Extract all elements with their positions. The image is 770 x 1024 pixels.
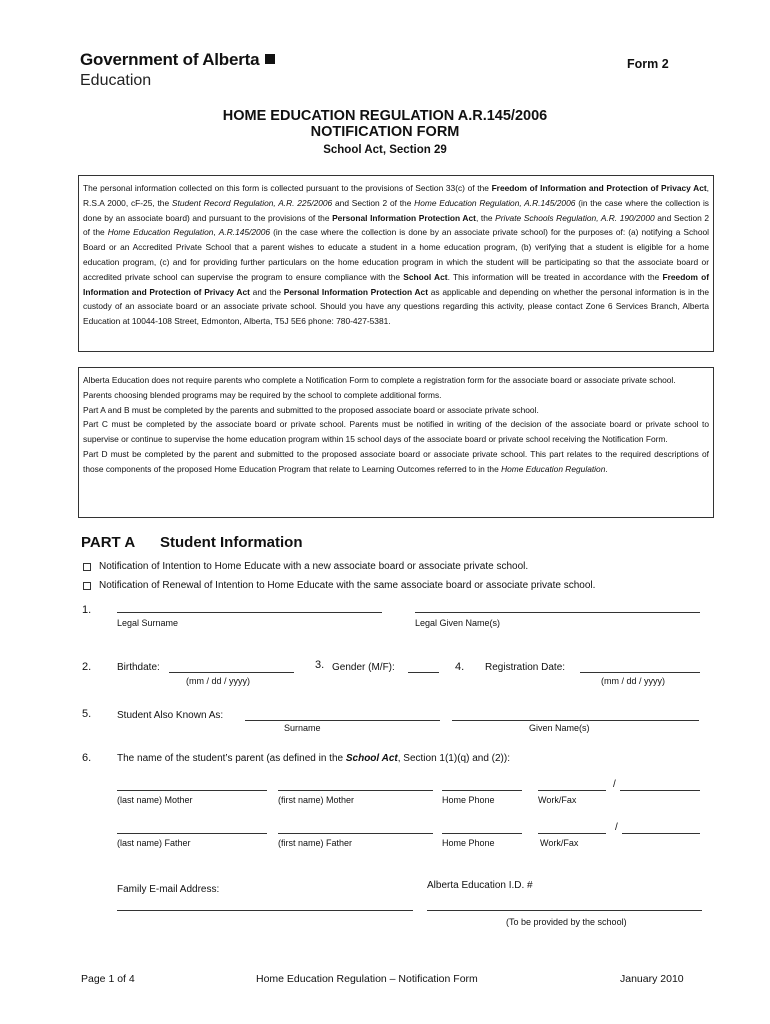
new-notification-option[interactable]	[83, 561, 528, 572]
mother-phone-separator: /	[613, 779, 616, 790]
mother-home-phone-field[interactable]	[442, 790, 522, 791]
question-5-number: 5.	[82, 708, 92, 720]
footer-date: January 2010	[620, 973, 684, 985]
father-home-phone-field[interactable]	[442, 833, 522, 834]
father-work-phone-field[interactable]	[538, 833, 606, 834]
privacy-text-segment: and the	[249, 286, 284, 297]
family-email-field[interactable]	[117, 910, 413, 911]
page-number: Page 1 of 4	[81, 973, 135, 985]
registration-date-format: (mm / dd / yyyy)	[601, 676, 666, 686]
aka-surname-label: Surname	[284, 723, 321, 733]
privacy-text-segment: as applicable and depending on whether the personal information is in the custody of an associate board or an associate private school. Should you have any questions regarding this activity, please contact Zone 6 Services Branch, Alberta Education at 10044-108 Street, Edmonton, Alberta, T5J 5E6 phone: 780-427-5381.	[83, 286, 710, 327]
legal-given-name-label: Legal Given Name(s)	[415, 618, 501, 628]
privacy-text-segment: Personal Information Protection Act	[283, 286, 429, 297]
mother-work-fax-label: Work/Fax	[538, 795, 577, 805]
form-act-section: School Act, Section 29	[323, 144, 447, 156]
aka-label: Student Also Known As:	[117, 710, 224, 721]
family-email-label: Family E-mail Address:	[117, 884, 220, 895]
part-a-title: Student Information	[160, 534, 303, 551]
privacy-text-segment: (in the case where the collection is done by an associate private school) for the purposes of: (a) notifying a School Board or an Accredited Private School that a parent wishes to educate a student in a home education program, (b) verifying that a student is eligible for a home education program, (c) and for providing further particulars on the home education program in which the student will be participating so that the associate board or accredited private school can supervise the program to ensure compliance with the	[83, 227, 710, 282]
alberta-logo-square-icon	[265, 54, 275, 64]
father-work-fax-label: Work/Fax	[540, 838, 579, 848]
birthdate-field[interactable]	[169, 672, 294, 673]
privacy-notice-box	[78, 175, 714, 352]
renewal-notification-option[interactable]	[83, 580, 595, 591]
aka-surname-field[interactable]	[245, 720, 440, 721]
alberta-education-id-label: Alberta Education I.D. #	[427, 880, 533, 891]
form-title: HOME EDUCATION REGULATION A.R.145/2006	[222, 108, 548, 124]
father-fax-field[interactable]	[622, 833, 700, 834]
mother-home-phone-label: Home Phone	[442, 795, 495, 805]
question-2-number: 2.	[82, 661, 92, 673]
question-3-number: 3.	[315, 659, 325, 671]
mother-last-name-field[interactable]	[117, 790, 267, 791]
instruction-p3: Part A and B must be completed by the parents and submitted to the proposed associate board or associate private school.	[83, 404, 539, 415]
legal-surname-label: Legal Surname	[117, 618, 179, 628]
privacy-text-segment: A.R.145/2006	[218, 227, 271, 238]
renewal-notification-label: Notification of Renewal of Intention to Home Educate with the same associate board or associate private school.	[99, 580, 596, 591]
privacy-text-segment: School Act	[403, 271, 448, 282]
privacy-text-segment: Freedom of Information and Protection of Privacy Act	[491, 183, 707, 193]
privacy-text-segment: ,	[213, 227, 219, 238]
question-6-number: 6.	[82, 752, 92, 764]
department-name: Education	[80, 72, 152, 89]
instructions-box	[78, 367, 714, 518]
form-subtitle: NOTIFICATION FORM	[310, 124, 460, 140]
alberta-education-id-note: (To be provided by the school)	[506, 917, 627, 927]
father-home-phone-label: Home Phone	[442, 838, 495, 848]
gender-label: Gender (M/F):	[332, 662, 395, 673]
instruction-p2: Parents choosing blended programs may be required by the school to complete additional forms.	[83, 389, 442, 400]
privacy-text-segment: Student Record Regulation, A.R. 225/2006	[171, 197, 333, 208]
aka-given-name-field[interactable]	[452, 720, 699, 721]
privacy-text-segment: Home Education Regulation	[107, 227, 214, 238]
renewal-notification-checkbox[interactable]	[83, 582, 91, 590]
birthdate-label: Birthdate:	[117, 662, 160, 673]
registration-date-field[interactable]	[580, 672, 700, 673]
privacy-text-segment: Personal Information Protection Act	[332, 212, 476, 223]
father-last-name-label: (last name) Father	[117, 838, 191, 848]
question-4-number: 4.	[455, 661, 465, 673]
father-last-name-field[interactable]	[117, 833, 267, 834]
mother-last-name-label: (last name) Mother	[117, 795, 193, 805]
privacy-text-segment: , the	[475, 212, 496, 223]
instruction-p5: Part D must be completed by the parent and submitted to the proposed associate board or associate private school. This part relates to the required descriptions of those components of the proposed Home Education Program that relate to Learning Outcomes referred to in the Home Education Regulation.	[83, 448, 709, 474]
privacy-text-segment: Freedom of Information and Protection of Privacy Act	[83, 271, 710, 297]
aka-given-name-label: Given Name(s)	[529, 723, 590, 733]
parent-instruction: The name of the student’s parent (as defined in the School Act, Section 1(1)(q) and (2)):	[117, 753, 510, 764]
privacy-text-segment: Home Education Regulation, A.R.145/2006	[414, 197, 576, 208]
form-number: Form 2	[627, 57, 669, 71]
legal-given-name-field[interactable]	[415, 612, 700, 613]
privacy-text-segment: , R.S.A 2000, cF-25, the	[83, 183, 709, 208]
instruction-p1: Alberta Education does not require parents who complete a Notification Form to complete a registration form for the associate board or associate private school.	[83, 375, 676, 385]
instruction-p4: Part C must be completed by the associate board or private school. Parents must be notified in writing of the decision of the associate board or private school to supervise or continue to supervise the home education program within 15 school days of the associate board or private school receiving the Notification Form.	[83, 419, 709, 445]
privacy-text-segment: (in the case where the collection is done by an associate board) and pursuant to the provisions of the	[83, 197, 709, 223]
mother-first-name-field[interactable]	[278, 790, 433, 791]
part-a-label: PART A	[81, 534, 136, 551]
legal-surname-field[interactable]	[117, 612, 382, 613]
mother-fax-field[interactable]	[620, 790, 700, 791]
birthdate-format: (mm / dd / yyyy)	[186, 676, 251, 686]
privacy-text-segment: The personal information collected on this form is collected pursuant to the provisions of Section 33(c) of the	[83, 183, 492, 193]
alberta-education-id-field[interactable]	[427, 910, 702, 911]
privacy-notice-text	[83, 181, 709, 329]
mother-first-name-label: (first name) Mother	[278, 795, 355, 805]
government-header: Government of Alberta	[80, 50, 275, 70]
new-notification-checkbox[interactable]	[83, 563, 91, 571]
privacy-text-segment: . This information will be treated in accordance with the	[447, 271, 663, 282]
father-first-name-field[interactable]	[278, 833, 433, 834]
father-phone-separator: /	[615, 822, 618, 833]
question-1-number: 1.	[82, 604, 92, 616]
gender-field[interactable]	[408, 672, 439, 673]
privacy-text-segment: Private Schools Regulation, A.R. 190/2000	[495, 212, 655, 223]
mother-work-phone-field[interactable]	[538, 790, 606, 791]
privacy-text-segment: and Section 2 of the	[332, 197, 415, 208]
registration-date-label: Registration Date:	[485, 662, 566, 673]
privacy-text-segment: and Section 2 of the	[83, 212, 710, 238]
father-first-name-label: (first name) Father	[278, 838, 353, 848]
new-notification-label: Notification of Intention to Home Educate with a new associate board or associate private school.	[99, 561, 529, 572]
footer-form-name: Home Education Regulation – Notification Form	[256, 973, 478, 985]
